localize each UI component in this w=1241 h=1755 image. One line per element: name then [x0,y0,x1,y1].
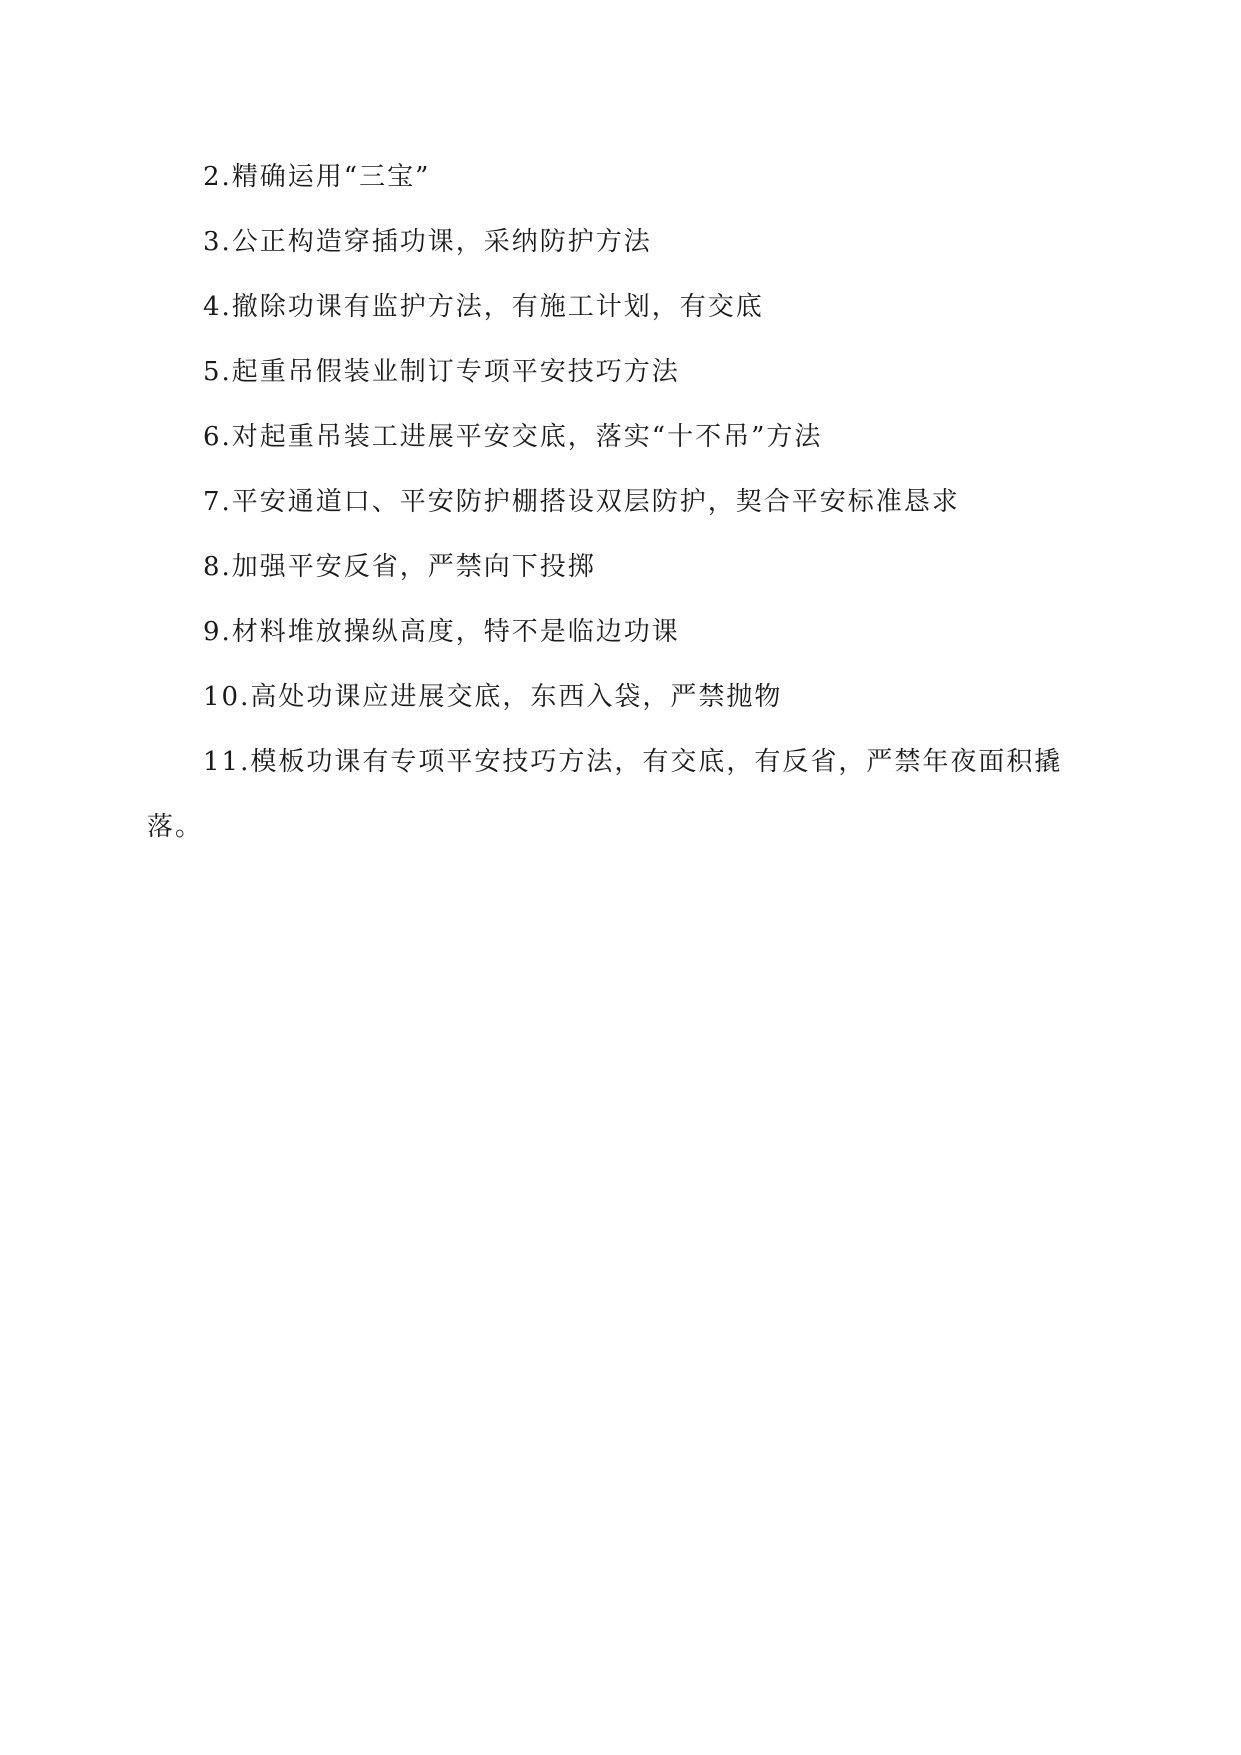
list-item: 3.公正构造穿插功课，采纳防护方法 [203,227,652,257]
list-item: 10.高处功课应进展交底，东西入袋，严禁抛物 [203,682,783,712]
list-item: 11.模板功课有专项平安技巧方法，有交底，有反省，严禁年夜面积撬 [203,747,1063,777]
list-item-continuation: 落。 [147,812,204,842]
list-item: 9.材料堆放操纵高度，特不是临边功课 [203,617,680,647]
list-item: 8.加强平安反省，严禁向下投掷 [203,552,596,582]
list-item: 2.精确运用“三宝” [203,162,431,192]
list-item: 4.撤除功课有监护方法，有施工计划，有交底 [203,292,764,322]
list-item: 7.平安通道口、平安防护棚搭设双层防护，契合平安标准恳求 [203,487,960,517]
document-body [147,145,1092,860]
list-item: 6.对起重吊装工进展平安交底，落实“十不吊”方法 [203,422,823,452]
list-item: 5.起重吊假装业制订专项平安技巧方法 [203,357,680,387]
